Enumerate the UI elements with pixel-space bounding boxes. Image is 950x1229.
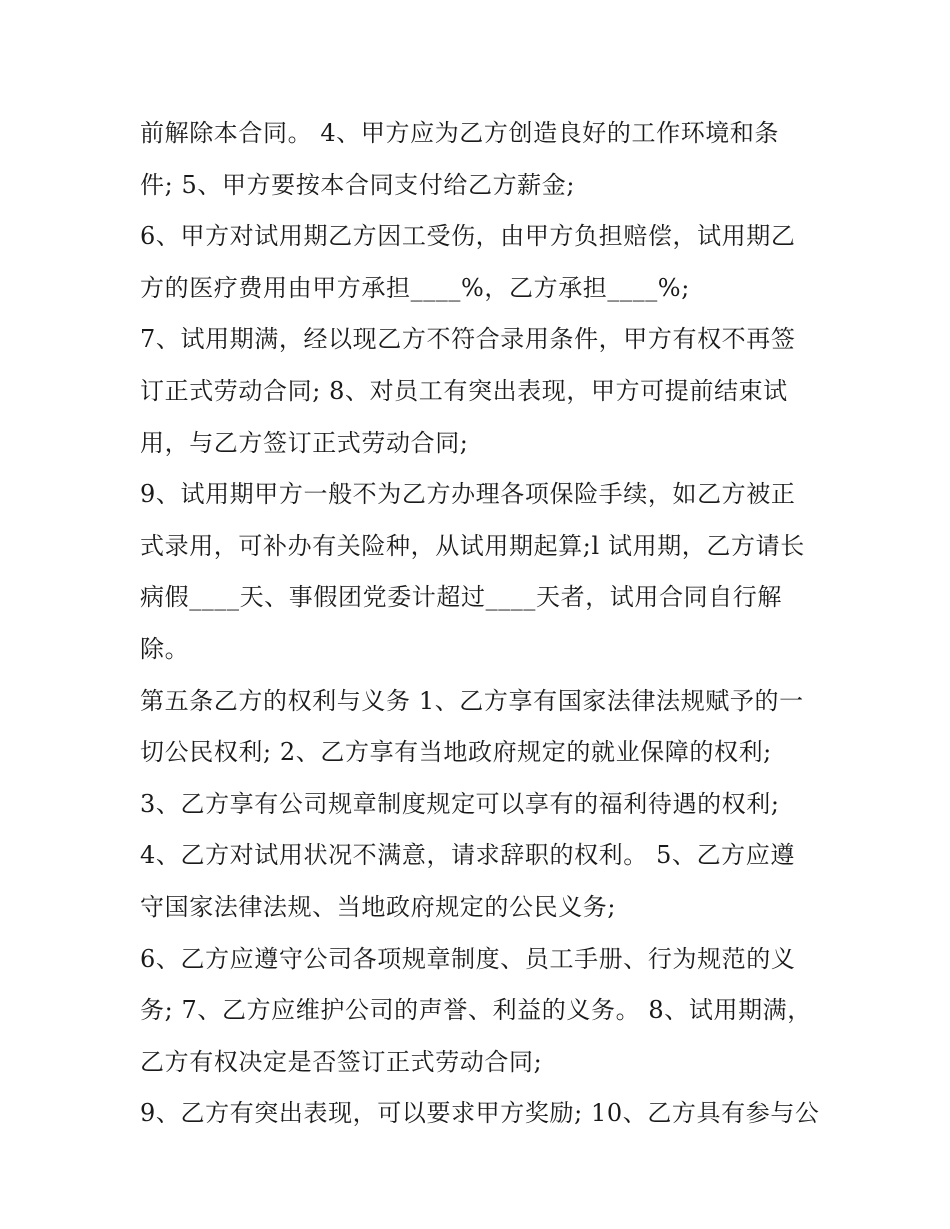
text-line: 6、乙方应遵守公司各项规章制度、员工手册、行为规范的义 [140, 944, 796, 973]
text-line: 病假____天、事假团党委计超过____天者，试用合同自行解 [140, 583, 782, 612]
text-line: 6、甲方对试用期乙方因工受伤，由甲方负担赔偿，试用期乙 [140, 222, 796, 251]
text-line: 守国家法律法规、当地政府规定的公民义务; [140, 892, 617, 921]
text-line: 9、试用期甲方一般不为乙方办理各项保险手续，如乙方被正 [140, 480, 796, 509]
text-line: 乙方有权决定是否签订正式劳动合同; [140, 1047, 543, 1076]
contract-text-body [140, 108, 820, 1140]
text-line: 9、乙方有突出表现，可以要求甲方奖励; 10、乙方具有参与公 [140, 1099, 820, 1128]
text-line: 切公民权利; 2、乙方享有当地政府规定的就业保障的权利; [140, 738, 772, 767]
text-line: 除。 [140, 634, 190, 663]
text-line: 前解除本合同。 4、甲方应为乙方创造良好的工作环境和条 [140, 119, 780, 147]
text-line: 件; 5、甲方要按本合同支付给乙方薪金; [140, 170, 576, 199]
text-line: 务; 7、乙方应维护公司的声誉、利益的义务。 8、试用期满， [140, 996, 812, 1025]
text-line: 用，与乙方签订正式劳动合同; [140, 428, 469, 457]
text-line: 7、试用期满，经以现乙方不符合录用条件，甲方有权不再签 [140, 325, 796, 354]
section-heading-line: 第五条乙方的权利与义务 1、乙方享有国家法律法规赋予的一 [140, 686, 804, 715]
text-line: 3、乙方享有公司规章制度规定可以享有的福利待遇的权利; [140, 789, 780, 818]
text-line: 4、乙方对试用状况不满意，请求辞职的权利。 5、乙方应遵 [140, 841, 795, 870]
text-line: 方的医疗费用由甲方承担____%，乙方承担____%; [140, 273, 690, 302]
text-line: 订正式劳动合同; 8、对员工有突出表现，甲方可提前结束试 [140, 376, 788, 405]
text-line: 式录用，可补办有关险种，从试用期起算;l 试用期，乙方请长 [140, 531, 805, 560]
